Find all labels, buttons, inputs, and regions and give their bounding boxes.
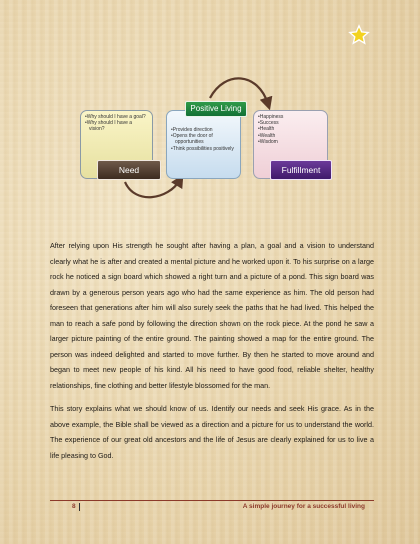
body-paragraph: This story explains what we should know of us. Identify our needs and seek His grace. As in the above example, the Bible shall be viewed as a direction and a picture for us to understand the world. The experience of our great old ancestors and the life of Jesus are clearly explained for us to live a life pleasing to God.	[50, 404, 374, 460]
fulfillment-bullets	[254, 111, 327, 145]
fulfillment-bullet: • Wisdom	[258, 139, 324, 145]
positive-living-bullet: • Provides direction	[171, 127, 237, 133]
page-number: 8	[72, 503, 76, 510]
positive-living-bullets	[167, 111, 240, 152]
footer-divider	[50, 500, 374, 501]
positive-living-bullet: • Opens the door of opportunities	[171, 133, 237, 145]
arrow-need-to-positive	[125, 180, 180, 197]
fulfillment-label: Fulfillment	[270, 160, 332, 180]
positive-living-label: Positive Living	[185, 101, 247, 117]
fulfillment-bullet: • Success	[258, 120, 324, 126]
need-bullet: • Why should I have a vision?	[85, 120, 149, 132]
body-text	[50, 238, 374, 471]
need-label: Need	[97, 160, 161, 180]
fulfillment-bullet: • Wealth	[258, 133, 324, 139]
fulfillment-bullet: • Happiness	[258, 114, 324, 120]
positive-living-bullet: • Think possibilities positively	[171, 146, 237, 152]
need-bullets	[81, 111, 152, 133]
footer-book-title: A simple journey for a successful living	[242, 503, 365, 510]
body-paragraph: After relying upon His strength he sought after having a plan, a goal and a vision to understand clearly what he is after and created a mental picture and he worked upon it. To his surprise on a large rock he noticed a sign board which showed a right turn and a picture of a pond. This sign board was drawn by a generous person years ago who had the same experience as him. The old person had foreseen that generations after him will also surely seek the paths that he had lived. This helped the man to reach a safe pond by following the direction shown on the rock piece. At the pond he saw a larger picture painting of the entire ground. The painting showed a map for the entire ground. The person was indeed delighted and started to move further. By then he started to move around and began to meet new people of his kind. All his need to have good food, reliable shelter, healthy relationships, fine clothing and better lifestyle blossomed for the man.	[50, 241, 374, 390]
fulfillment-bullet: • Health	[258, 126, 324, 132]
need-bullet: • Why should I have a goal?	[85, 114, 149, 120]
positive-living-box	[166, 110, 241, 179]
process-diagram	[0, 0, 420, 230]
page-number-separator	[79, 503, 80, 511]
